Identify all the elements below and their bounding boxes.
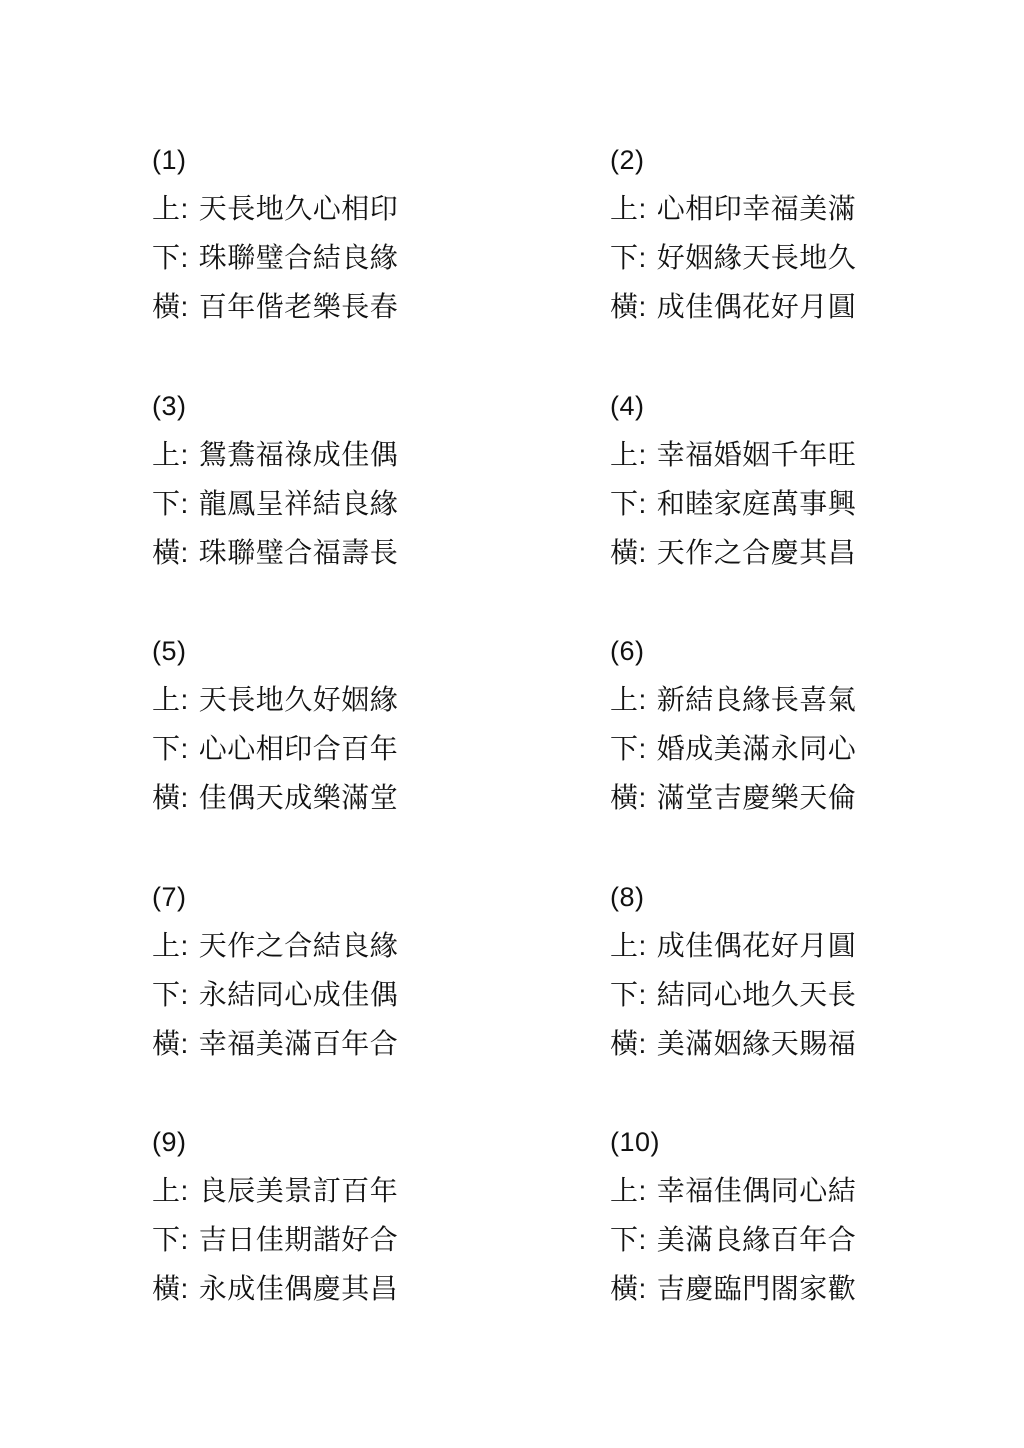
horizontal-scroll-line-label: 橫 bbox=[610, 535, 639, 569]
lower-line-text: 婚成美滿永同心 bbox=[656, 732, 857, 765]
upper-line-label: 上 bbox=[152, 683, 181, 716]
label-colon: : bbox=[638, 684, 647, 715]
label-colon: : bbox=[638, 1027, 647, 1059]
upper-line bbox=[610, 435, 912, 484]
upper-line-label: 上 bbox=[610, 437, 639, 471]
label-colon: : bbox=[180, 242, 189, 273]
horizontal-scroll-line bbox=[152, 1024, 610, 1073]
horizontal-scroll-line bbox=[610, 778, 912, 827]
lower-line-text: 心心相印合百年 bbox=[198, 732, 399, 765]
lower-line bbox=[152, 975, 610, 1024]
upper-line bbox=[610, 680, 912, 729]
lower-line-label: 下 bbox=[610, 977, 639, 1011]
label-colon: : bbox=[180, 978, 189, 1010]
label-colon: : bbox=[638, 193, 647, 224]
lower-line-text: 永結同心成佳偶 bbox=[198, 977, 399, 1011]
horizontal-scroll-line-label: 橫 bbox=[152, 535, 181, 569]
couplet-number: (5) bbox=[152, 636, 187, 666]
lower-line-label: 下 bbox=[610, 486, 639, 520]
horizontal-scroll-line-label: 橫 bbox=[152, 1026, 181, 1060]
lower-line bbox=[610, 238, 912, 287]
upper-line-label: 上 bbox=[152, 192, 181, 225]
lower-line-label: 下 bbox=[610, 1223, 639, 1256]
couplet-entry bbox=[610, 386, 912, 632]
label-colon: : bbox=[638, 487, 647, 519]
label-colon: : bbox=[180, 929, 189, 961]
lower-line bbox=[610, 729, 912, 778]
lower-line-text: 好姻緣天長地久 bbox=[656, 241, 857, 274]
horizontal-scroll-line-label: 橫 bbox=[152, 1272, 181, 1305]
lower-line-label: 下 bbox=[610, 732, 639, 765]
lower-line-label: 下 bbox=[152, 977, 181, 1011]
horizontal-scroll-line-text: 佳偶天成樂滿堂 bbox=[198, 781, 399, 814]
label-colon: : bbox=[638, 1224, 647, 1255]
upper-line-label: 上 bbox=[152, 928, 181, 962]
couplet-number: (7) bbox=[152, 881, 187, 912]
horizontal-scroll-line bbox=[152, 287, 610, 336]
upper-line bbox=[152, 435, 610, 484]
couplet-number: (6) bbox=[610, 636, 645, 666]
lower-line-text: 美滿良緣百年合 bbox=[656, 1223, 857, 1256]
horizontal-scroll-line-label: 橫 bbox=[610, 290, 639, 323]
horizontal-scroll-line-label: 橫 bbox=[610, 1026, 639, 1060]
horizontal-scroll-line-label: 橫 bbox=[610, 1272, 639, 1305]
horizontal-scroll-line-label: 橫 bbox=[152, 781, 181, 814]
horizontal-scroll-line-text: 幸福美滿百年合 bbox=[198, 1026, 399, 1060]
horizontal-scroll-line-text: 滿堂吉慶樂天倫 bbox=[656, 781, 857, 814]
lower-line bbox=[152, 238, 610, 287]
label-colon: : bbox=[638, 1175, 647, 1206]
label-colon: : bbox=[180, 291, 189, 322]
label-colon: : bbox=[638, 929, 647, 961]
horizontal-scroll-line-text: 天作之合慶其昌 bbox=[656, 535, 857, 569]
horizontal-scroll-line-text: 永成佳偶慶其昌 bbox=[198, 1272, 399, 1305]
horizontal-scroll-line-label: 橫 bbox=[610, 781, 639, 814]
upper-line bbox=[152, 189, 610, 238]
couplet-entry bbox=[610, 1122, 912, 1368]
lower-line-text: 龍鳳呈祥結良緣 bbox=[198, 486, 399, 520]
label-colon: : bbox=[180, 684, 189, 715]
upper-line-text: 幸福婚姻千年旺 bbox=[656, 437, 857, 471]
horizontal-scroll-line bbox=[152, 778, 610, 827]
lower-line-label: 下 bbox=[152, 732, 181, 765]
horizontal-scroll-line bbox=[610, 1269, 912, 1318]
lower-line-text: 珠聯璧合結良緣 bbox=[198, 241, 399, 274]
label-colon: : bbox=[180, 782, 189, 813]
couplet-entry bbox=[152, 140, 610, 386]
couplet-entry bbox=[152, 631, 610, 877]
lower-line-text: 吉日佳期諧好合 bbox=[198, 1223, 399, 1256]
label-colon: : bbox=[180, 733, 189, 764]
horizontal-scroll-line bbox=[610, 533, 912, 582]
label-colon: : bbox=[180, 193, 189, 224]
label-colon: : bbox=[180, 487, 189, 519]
label-colon: : bbox=[638, 242, 647, 273]
couplet-entry bbox=[610, 140, 912, 386]
horizontal-scroll-line bbox=[152, 1269, 610, 1318]
horizontal-scroll-line-label: 橫 bbox=[152, 290, 181, 323]
lower-line-label: 下 bbox=[610, 241, 639, 274]
upper-line-text: 良辰美景訂百年 bbox=[198, 1174, 399, 1207]
lower-line bbox=[152, 1220, 610, 1269]
upper-line bbox=[610, 1171, 912, 1220]
lower-line-text: 和睦家庭萬事興 bbox=[656, 486, 857, 520]
couplet-number: (2) bbox=[610, 145, 645, 175]
lower-line bbox=[610, 975, 912, 1024]
upper-line-label: 上 bbox=[152, 1174, 181, 1207]
horizontal-scroll-line-text: 百年偕老樂長春 bbox=[198, 290, 399, 323]
couplet-entry bbox=[610, 877, 912, 1123]
couplet-entry bbox=[610, 631, 912, 877]
lower-line bbox=[152, 729, 610, 778]
label-colon: : bbox=[638, 536, 647, 568]
upper-line bbox=[152, 680, 610, 729]
label-colon: : bbox=[180, 1224, 189, 1255]
lower-line bbox=[152, 484, 610, 533]
upper-line bbox=[152, 926, 610, 975]
label-colon: : bbox=[638, 438, 647, 470]
upper-line bbox=[610, 189, 912, 238]
upper-line-text: 新結良緣長喜氣 bbox=[656, 683, 857, 716]
horizontal-scroll-line-text: 美滿姻緣天賜福 bbox=[656, 1026, 857, 1060]
couplet-number: (1) bbox=[152, 145, 187, 175]
label-colon: : bbox=[180, 1027, 189, 1059]
label-colon: : bbox=[638, 733, 647, 764]
lower-line bbox=[610, 1220, 912, 1269]
couplet-number: (9) bbox=[152, 1127, 187, 1157]
upper-line-text: 天長地久好姻緣 bbox=[198, 683, 399, 716]
lower-line-label: 下 bbox=[152, 486, 181, 520]
couplet-grid bbox=[152, 140, 912, 1368]
couplet-number: (8) bbox=[610, 881, 645, 912]
upper-line-label: 上 bbox=[610, 683, 639, 716]
couplet-entry bbox=[152, 1122, 610, 1368]
upper-line-text: 鴛鴦福祿成佳偶 bbox=[198, 437, 399, 471]
label-colon: : bbox=[180, 1273, 189, 1304]
couplet-number: (3) bbox=[152, 390, 187, 421]
lower-line-text: 結同心地久天長 bbox=[656, 977, 857, 1011]
label-colon: : bbox=[638, 1273, 647, 1304]
label-colon: : bbox=[180, 438, 189, 470]
couplet-number: (4) bbox=[610, 390, 645, 421]
upper-line-text: 天長地久心相印 bbox=[198, 192, 399, 225]
upper-line-label: 上 bbox=[610, 1174, 639, 1207]
upper-line-label: 上 bbox=[610, 928, 639, 962]
label-colon: : bbox=[638, 291, 647, 322]
lower-line-label: 下 bbox=[152, 241, 181, 274]
upper-line-text: 幸福佳偶同心結 bbox=[656, 1174, 857, 1207]
label-colon: : bbox=[180, 1175, 189, 1206]
horizontal-scroll-line-text: 吉慶臨門閤家歡 bbox=[656, 1272, 857, 1305]
horizontal-scroll-line bbox=[610, 287, 912, 336]
couplet-number: (10) bbox=[610, 1127, 661, 1157]
upper-line-text: 心相印幸福美滿 bbox=[656, 192, 857, 225]
horizontal-scroll-line bbox=[610, 1024, 912, 1073]
label-colon: : bbox=[180, 536, 189, 568]
horizontal-scroll-line-text: 成佳偶花好月圓 bbox=[656, 290, 857, 323]
horizontal-scroll-line bbox=[152, 533, 610, 582]
upper-line-label: 上 bbox=[152, 437, 181, 471]
label-colon: : bbox=[638, 782, 647, 813]
upper-line-label: 上 bbox=[610, 192, 639, 225]
upper-line bbox=[152, 1171, 610, 1220]
couplet-entry bbox=[152, 386, 610, 632]
upper-line-text: 天作之合結良緣 bbox=[198, 928, 399, 962]
upper-line bbox=[610, 926, 912, 975]
couplet-entry bbox=[152, 877, 610, 1123]
lower-line-label: 下 bbox=[152, 1223, 181, 1256]
horizontal-scroll-line-text: 珠聯璧合福壽長 bbox=[198, 535, 399, 569]
label-colon: : bbox=[638, 978, 647, 1010]
upper-line-text: 成佳偶花好月圓 bbox=[656, 928, 857, 962]
lower-line bbox=[610, 484, 912, 533]
